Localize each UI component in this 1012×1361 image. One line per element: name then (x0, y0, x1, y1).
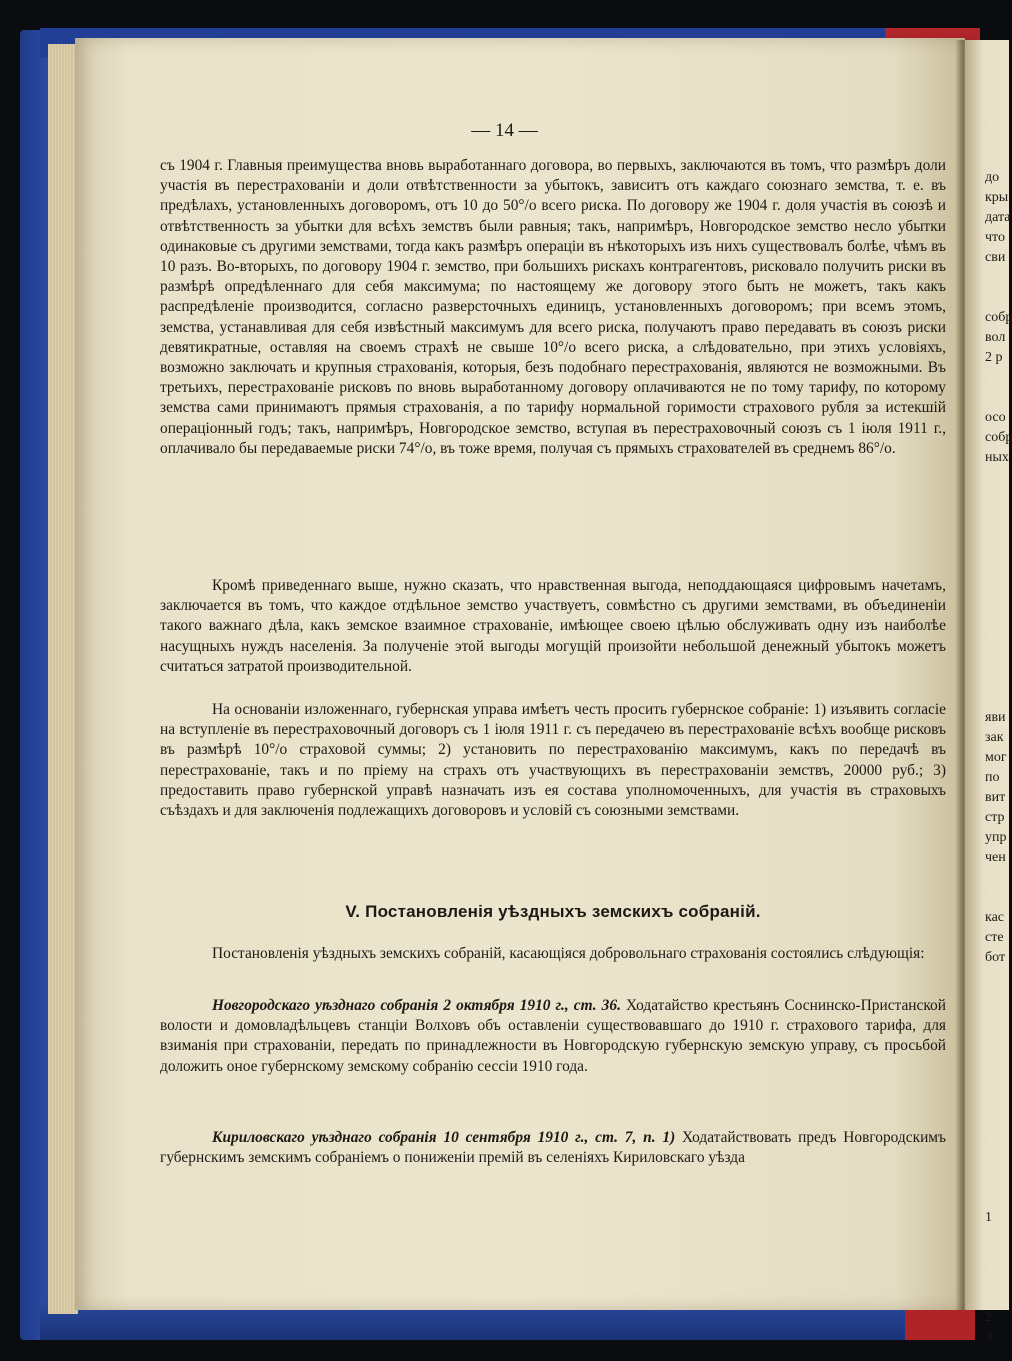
margin-fragment (985, 968, 1012, 988)
margin-fragment (985, 268, 1012, 288)
margin-fragment: дата (985, 210, 1011, 225)
margin-fragment (985, 488, 1012, 508)
margin-fragment (985, 1228, 1012, 1248)
margin-fragment (985, 1068, 1012, 1088)
margin-fragment (985, 888, 1012, 908)
paragraph-5-body: Ходатайство крестьянъ Соснинско-Пристанской волости и домовладѣльцевъ станціи Волховъ объ оставленіи существовавшаго до 1910 г. страхового тарифа, для взиманія при страхованіи, передать по принадлежности въ Новгородскую губернскую земскую управу, съ просьбой доложить оное губернскому земскому собранію сессіи 1910 года. (160, 997, 946, 1075)
body-text-6 (160, 1128, 946, 1168)
margin-fragment: зак (985, 730, 1004, 745)
next-page-margin (985, 168, 1012, 1348)
margin-fragment (985, 528, 1012, 548)
margin-fragment (985, 1188, 1012, 1208)
page-number: — 14 — (471, 120, 538, 141)
margin-fragment (985, 1048, 1012, 1068)
margin-fragment: бот (985, 950, 1006, 965)
margin-fragment: мог (985, 750, 1007, 765)
margin-fragment (985, 588, 1012, 608)
paragraph-1: съ 1904 г. Главныя преимущества вновь выработаннаго договора, во первыхъ, заключаются въ томъ, что размѣръ доли участія въ перестрахованіи и доли отвѣтственности за убытокъ, зависитъ отъ каждаго союзнаго земства, т. е. въ предѣлахъ, установленныхъ договоромъ, отъ 10 до 50°/о всего риска. По договору же 1904 г. доля участія въ союзѣ и отвѣтственность за убытки для всѣхъ земствъ были равныя; такъ, напримѣръ, Новгородское земство несло убытки одинаковые съ другими земствами, тогда какъ размѣръ операціи въ нѣкоторыхъ изъ нихъ существовалъ болѣе, чѣмъ въ 10 разъ. Во-вторыхъ, по договору 1904 г. земство, при большихъ рискахъ контрагентовъ, рисковало получить риски въ размѣрѣ опредѣленнаго для себя максимума; по настоящему же договору этого быть не можетъ, такъ какъ распредѣленіе производится, согласно разверсточныхъ единицъ, установленныхъ договоромъ; при всемъ этомъ, земства, устанавливая для себя извѣстный максимумъ для всего риска, получаютъ право передавать въ союзъ риски девятикратные, оставляя на своемъ страхѣ не свыше 10°/о всего риска, а слѣдовательно, при этихъ условіяхъ, возможно заключать и крупныя страхованія, которыя, безъ подобнаго перестрахованія, являются не возможными. Въ третьихъ, перестрахованіе рисковъ по вновь выработанному договору оплачиваются не по тому тарифу, по которому земства сами принимаютъ прямыя страхованія, а по тарифу нормальной горимости страхового рубля за истекшій операціонный годъ; такъ, напримѣръ, Новгородское земство, вступая въ перестраховочный союзъ съ 1 іюля 1911 г., оплачивало бы передаваемые риски 74°/о, въ тоже время, получая съ прямыхъ страхователей въ среднемъ 86°/о. (160, 157, 946, 457)
margin-fragment (985, 1108, 1012, 1128)
margin-fragment (985, 608, 1012, 628)
margin-fragment (985, 868, 1012, 888)
paragraph-5-lead: Новгородскаго уѣзднаго собранія 2 октября 1910 г., ст. 36. (212, 997, 621, 1014)
margin-fragment (985, 1028, 1012, 1048)
paragraph-5 (160, 996, 946, 1077)
margin-fragment (985, 648, 1012, 668)
margin-fragment (985, 1128, 1012, 1148)
margin-fragment (985, 288, 1012, 308)
margin-fragment: стр (985, 810, 1005, 825)
paragraph-6-body: Ходатайствовать предъ Новгородскимъ губернскимъ земскимъ собраніемъ о пониженіи премій въ селеніяхъ Кириловскаго уѣзда (160, 1129, 947, 1167)
margin-fragment: собр (985, 310, 1012, 325)
section-heading: V. Постановленія уѣздныхъ земскихъ собраній. (345, 902, 761, 921)
margin-fragment (985, 1008, 1012, 1028)
margin-fragment: сви (985, 250, 1006, 265)
margin-fragment: 2 р (985, 350, 1003, 365)
margin-fragment: вит (985, 790, 1006, 805)
margin-fragment (985, 548, 1012, 568)
margin-fragment: кас (985, 910, 1005, 925)
margin-fragment: вол (985, 330, 1006, 345)
paragraph-2: Кромѣ приведеннаго выше, нужно сказать, что нравственная выгода, неподдающаяся цифровымъ начетамъ, заключается въ томъ, что каждое отдѣльное земство участвуетъ, совмѣстно съ другими земствами, въ объединеніи такого важнаго дѣла, какъ земское взаимное страхованіе, имѣющее своею цѣлью обслуживать одну изъ наиболѣе насущныхъ нуждъ населенія. За полученіе этой выгоды могущій произойти небольшой денежный убытокъ можетъ считаться затратой производительной. (160, 577, 946, 675)
margin-fragment: до (985, 170, 1000, 185)
body-text-3 (160, 700, 946, 821)
page-edges (48, 44, 78, 1314)
section-heading-wrap (160, 902, 946, 922)
paragraph-3: На основаніи изложеннаго, губернская управа имѣетъ честь просить губернское собраніе: 1) изъявить согласіе на вступленіе въ перестраховочный договоръ съ 1 іюля 1911 г. съ передачею въ перестрахованіе всѣхъ вообще рисковъ въ размѣрѣ 10°/о страховой суммы; 2) установить по перестрахованію максимумъ, какъ по передачѣ въ перестрахованіе, такъ и по пріему на страхъ отъ участвующихъ въ перестрахованіи земствъ, 20000 руб.; 3) предоставить право губернской управѣ назначать изъ ея состава уполномоченныхъ, для участія въ страховыхъ съѣздахъ и для заключенія подлежащихъ договоровъ и условій съ союзными земствами. (160, 701, 946, 820)
margin-fragment (985, 688, 1012, 708)
body-text-4 (160, 944, 946, 964)
margin-fragment: по (985, 770, 1000, 785)
margin-fragment: ных (985, 450, 1009, 465)
margin-fragment: 1 (985, 1210, 992, 1225)
margin-fragment (985, 1248, 1012, 1268)
margin-fragment (985, 1288, 1012, 1308)
margin-fragment: осо (985, 410, 1006, 425)
margin-fragment (985, 668, 1012, 688)
margin-fragment: яви (985, 710, 1006, 725)
margin-fragment: 3 (985, 1330, 992, 1345)
paragraph-6 (160, 1128, 946, 1168)
margin-fragment (985, 368, 1012, 388)
body-text-2 (160, 576, 946, 677)
margin-fragment (985, 1088, 1012, 1108)
margin-fragment: что (985, 230, 1005, 245)
margin-fragment (985, 1148, 1012, 1168)
margin-fragment: 2 (985, 1310, 992, 1325)
margin-fragment: собр (985, 430, 1012, 445)
paragraph-6-lead: Кириловскаго уѣзднаго собранія 10 сентября 1910 г., ст. 7, п. 1) (212, 1129, 676, 1146)
margin-fragment (985, 508, 1012, 528)
margin-fragment (985, 468, 1012, 488)
body-text (160, 156, 946, 459)
margin-fragment (985, 388, 1012, 408)
margin-fragment (985, 1168, 1012, 1188)
margin-fragment (985, 568, 1012, 588)
margin-fragment: чен (985, 850, 1006, 865)
paragraph-4: Постановленія уѣздныхъ земскихъ собраній, касающіяся добровольнаго страхованія состоялись слѣдующія: (212, 945, 925, 962)
margin-fragment: упр (985, 830, 1007, 845)
margin-fragment: кры (985, 190, 1009, 205)
margin-fragment: сте (985, 930, 1004, 945)
margin-fragment (985, 988, 1012, 1008)
margin-fragment (985, 628, 1012, 648)
margin-fragment (985, 1268, 1012, 1288)
body-text-5 (160, 996, 946, 1077)
